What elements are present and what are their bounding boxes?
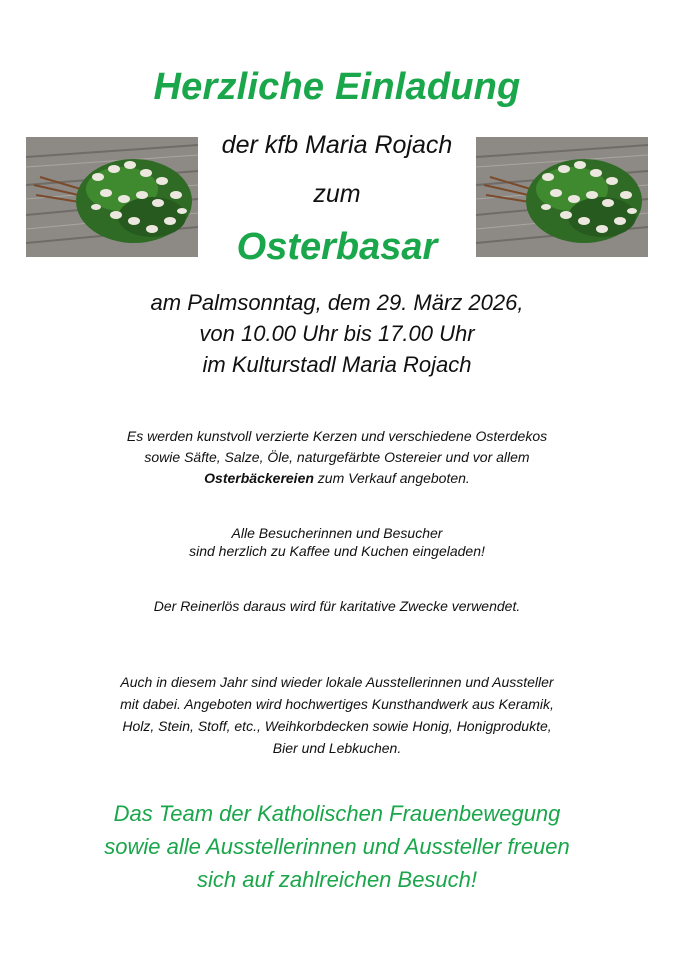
event-name: Osterbasar xyxy=(236,226,438,268)
closing-line-2: sowie alle Ausstellerinnen und Aussteller freuen xyxy=(104,834,570,859)
offer-highlight: Osterbäckereien xyxy=(204,470,314,486)
offer-line-3-rest: zum Verkauf angeboten. xyxy=(313,470,470,486)
offer-line-3 xyxy=(0,468,674,489)
offer-line-1: Es werden kunstvoll verzierte Kerzen und verschiedene Osterdekos xyxy=(126,428,548,444)
exhibitors-line-3: Holz, Stein, Stoff, etc., Weihkorbdecken sowie Honig, Honigprodukte, xyxy=(122,718,552,734)
invitation-title: Herzliche Einladung xyxy=(153,66,521,108)
exhibitors-paragraph xyxy=(0,671,674,759)
event-location-line: im Kulturstadl Maria Rojach xyxy=(202,352,472,377)
exhibitors-line-1: Auch in diesem Jahr sind wieder lokale Ausstellerinnen und Aussteller xyxy=(120,674,554,690)
offer-paragraph xyxy=(0,426,674,489)
exhibitors-line-2: mit dabei. Angeboten wird hochwertiges Kunsthandwerk aus Keramik, xyxy=(120,696,554,712)
exhibitors-line-4: Bier und Lebkuchen. xyxy=(272,740,402,756)
event-time-line: von 10.00 Uhr bis 17.00 Uhr xyxy=(199,321,475,346)
event-date-line: am Palmsonntag, dem 29. März 2026, xyxy=(150,290,524,315)
closing-line-3: sich auf zahlreichen Besuch! xyxy=(196,867,478,892)
visitors-line-2: sind herzlich zu Kaffee und Kuchen eingeladen! xyxy=(189,543,485,559)
proceeds-paragraph: Der Reinerlös daraus wird für karitative Zwecke verwendet. xyxy=(153,598,521,614)
visitors-paragraph xyxy=(0,524,674,560)
closing-line-1: Das Team der Katholischen Frauenbewegung xyxy=(113,801,561,826)
event-date-block xyxy=(0,287,674,380)
visitors-line-1: Alle Besucherinnen und Besucher xyxy=(231,525,443,541)
offer-line-2: sowie Säfte, Salze, Öle, naturgefärbte Ostereier und vor allem xyxy=(144,449,530,465)
connector-line: zum xyxy=(313,180,361,208)
organizer-line: der kfb Maria Rojach xyxy=(221,131,453,159)
closing-message xyxy=(0,797,674,896)
